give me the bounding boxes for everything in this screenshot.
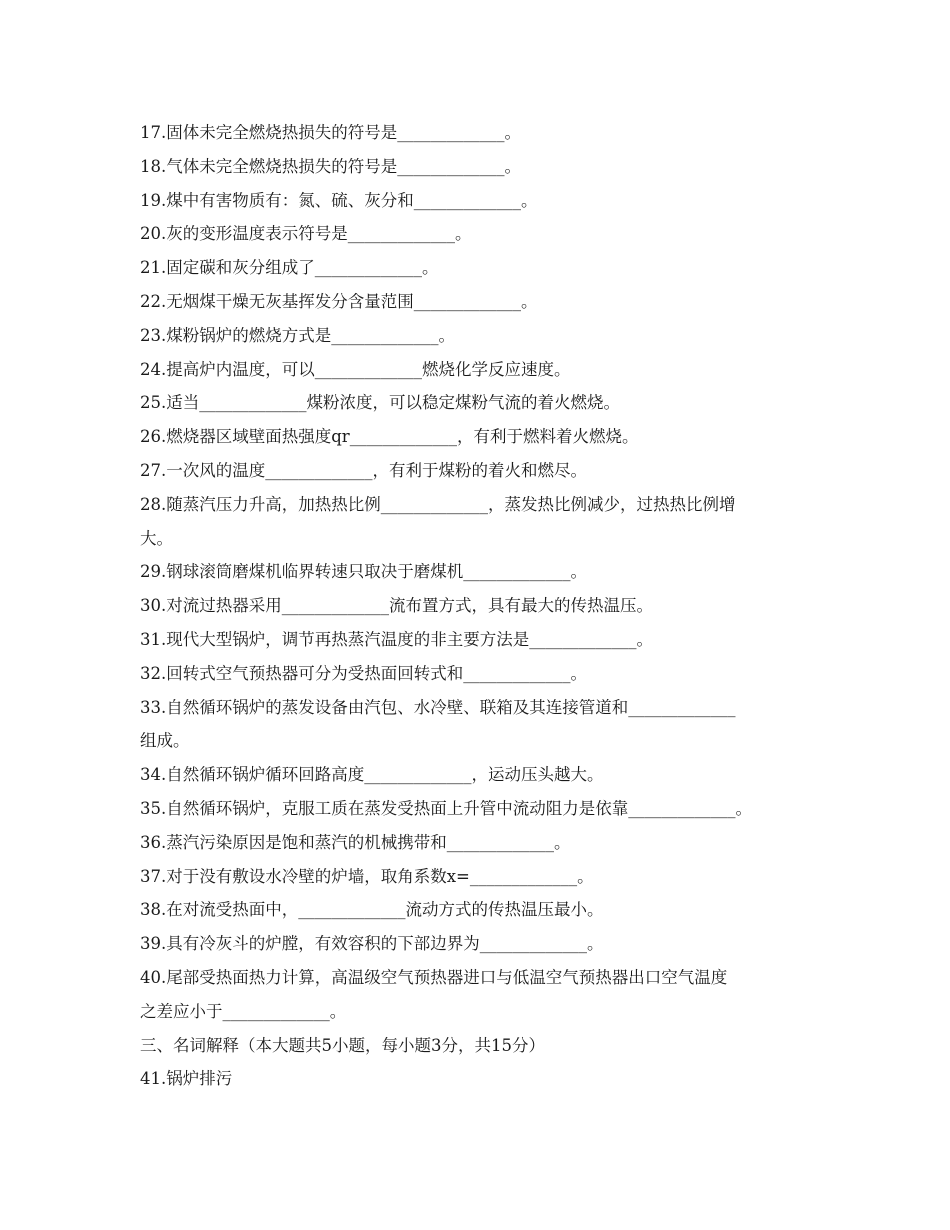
document-body	[140, 116, 830, 1096]
question-28-continued: 大。	[140, 528, 173, 548]
question-18: 18.气体未完全燃烧热损失的符号是_____________。	[140, 156, 521, 176]
question-28: 28.随蒸汽压力升高，加热热比例_____________，蒸发热比例减少，过热热比例增	[140, 494, 736, 514]
question-22: 22.无烟煤干燥无灰基挥发分含量范围_____________。	[140, 291, 538, 311]
question-41: 41.锅炉排污	[140, 1069, 233, 1089]
question-40: 40.尾部受热面热力计算，高温级空气预热器进口与低温空气预热器出口空气温度	[140, 967, 728, 987]
question-33-continued: 组成。	[140, 731, 190, 751]
question-34: 34.自然循环锅炉循环回路高度_____________，运动压头越大。	[140, 765, 604, 785]
question-39: 39.具有冷灰斗的炉膛，有效容积的下部边界为_____________。	[140, 934, 604, 954]
question-31: 31.现代大型锅炉，调节再热蒸汽温度的非主要方法是_____________。	[140, 629, 653, 649]
question-30: 30.对流过热器采用_____________流布置方式，具有最大的传热温压。	[140, 596, 653, 616]
question-29: 29.钢球滚筒磨煤机临界转速只取决于磨煤机_____________。	[140, 562, 587, 582]
question-27: 27.一次风的温度_____________，有利于煤粉的着火和燃尽。	[140, 460, 587, 480]
question-35: 35.自然循环锅炉，克服工质在蒸发受热面上升管中流动阻力是依靠_____________。	[140, 798, 752, 818]
question-36: 36.蒸汽污染原因是饱和蒸汽的机械携带和_____________。	[140, 832, 571, 852]
question-21: 21.固定碳和灰分组成了_____________。	[140, 258, 439, 278]
question-23: 23.煤粉锅炉的燃烧方式是_____________。	[140, 325, 455, 345]
question-37: 37.对于没有敷设水冷壁的炉墙，取角系数x=_____________。	[140, 866, 594, 886]
question-38: 38.在对流受热面中，_____________流动方式的传热温压最小。	[140, 900, 604, 920]
question-32: 32.回转式空气预热器可分为受热面回转式和_____________。	[140, 663, 587, 683]
question-40-continued: 之差应小于_____________。	[140, 1001, 347, 1021]
section-heading: 三、名词解释（本大题共5小题，每小题3分，共15分）	[140, 1035, 545, 1055]
question-26: 26.燃烧器区域壁面热强度qr_____________，有利于燃料着火燃烧。	[140, 427, 639, 447]
question-24: 24.提高炉内温度，可以_____________燃烧化学反应速度。	[140, 359, 571, 379]
question-17: 17.固体未完全燃烧热损失的符号是_____________。	[140, 123, 521, 142]
question-25: 25.适当_____________煤粉浓度，可以稳定煤粉气流的着火燃烧。	[140, 393, 620, 413]
question-19: 19.煤中有害物质有：氮、硫、灰分和_____________。	[140, 190, 538, 210]
question-20: 20.灰的变形温度表示符号是_____________。	[140, 224, 472, 244]
question-33: 33.自然循环锅炉的蒸发设备由汽包、水冷壁、联箱及其连接管道和_____________	[140, 697, 736, 717]
